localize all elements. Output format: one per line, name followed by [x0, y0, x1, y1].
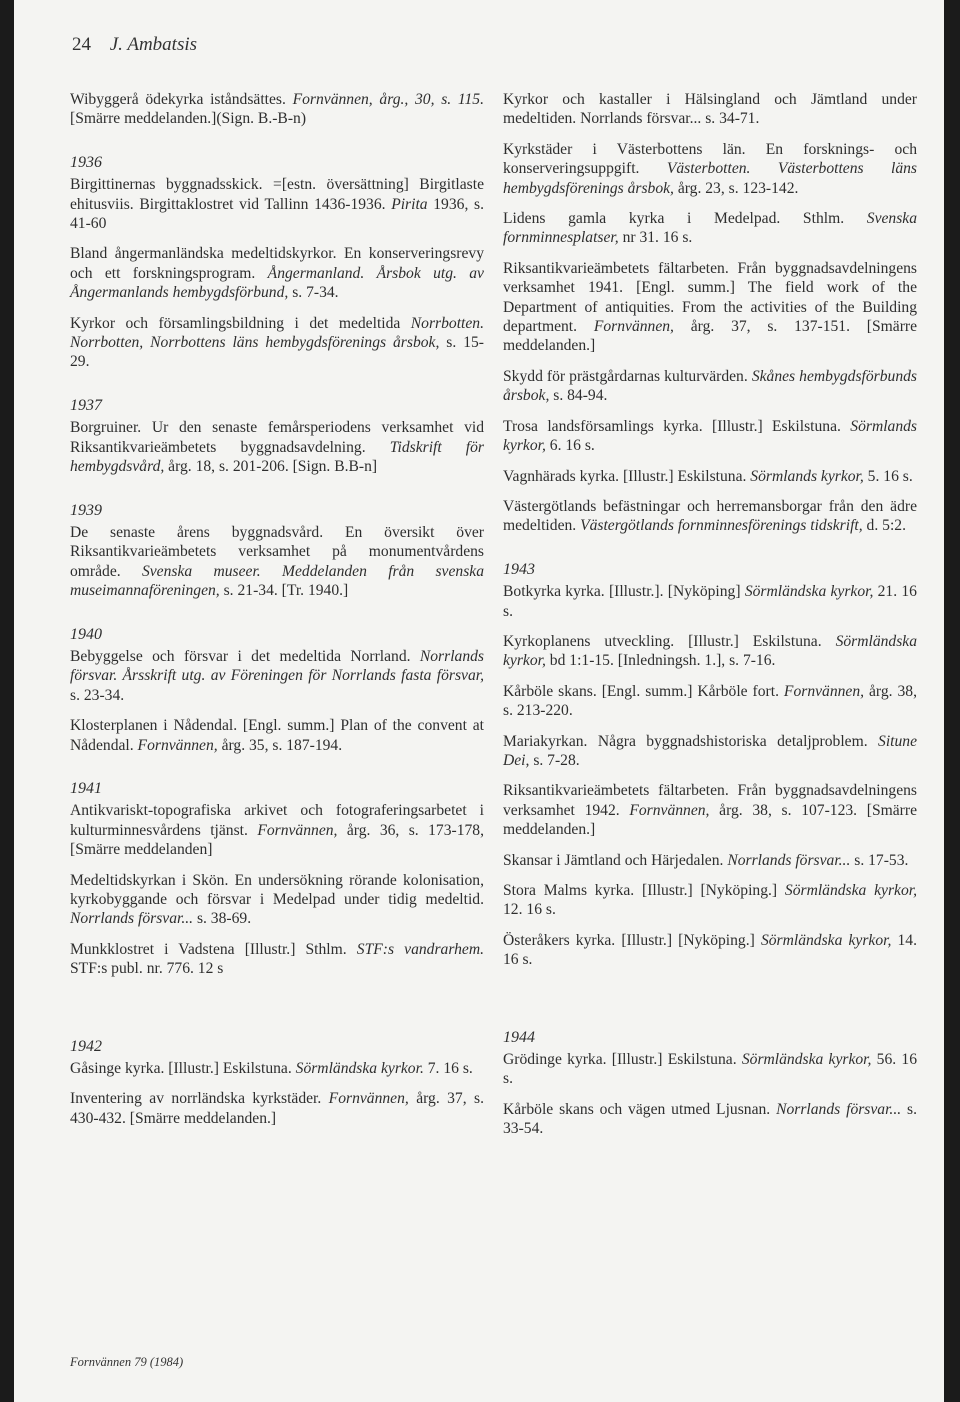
bibliography-entry — [503, 140, 917, 198]
year-heading: 1943 — [503, 560, 535, 578]
entry-text: Riksantikvarieämbetets fältarbeten. Från byggnadsavdelningens verksamhet 1941. [Engl. summ.] The field work of the Department of antiquities. From the activities of the Building department. — [503, 259, 917, 336]
entry-text: Medeltidskyrkan i Skön. En undersökning rörande kolonisation, kyrkobyggande och försvar i Medelpad under tidig medeltid. — [70, 871, 484, 908]
entry-details: 7. 16 s. — [423, 1060, 473, 1078]
entry-source: Ångermanland. Årsbok utg. av Ångermanlands hembygdsförbund, — [70, 264, 484, 302]
bibliography-entry — [70, 1089, 484, 1128]
bibliography-entry — [70, 90, 484, 129]
entry-details: 6. 16 s. — [545, 437, 595, 455]
bibliography-entry — [503, 582, 917, 621]
entry-source: Fornvännen, — [137, 736, 218, 754]
entry-text: Kårböle skans och vägen utmed Ljusnan. — [503, 1100, 777, 1118]
entry-text: Kyrkor och församlingsbildning i det medeltida — [70, 314, 411, 332]
entry-details: STF:s publ. nr. 776. 12 s — [70, 960, 224, 978]
entry-source: Västerbotten. Västerbottens läns hembygdsförenings årsbok, — [503, 160, 918, 197]
entry-text: Västergötlands befästningar och herremansborgar från den ädre medeltiden. — [503, 497, 917, 535]
bibliography-entry — [503, 367, 917, 406]
entry-source: Fornvännen, — [783, 682, 865, 700]
entry-source: Sörmlands kyrkor, — [503, 417, 917, 455]
bibliography-entry — [503, 417, 917, 456]
entry-text: Skydd för prästgårdarnas kulturvärden. — [503, 367, 752, 385]
entry-source: Situne Dei, — [503, 732, 917, 769]
entry-details: s. 17-53. — [850, 851, 909, 869]
entry-text: Vagnhärads kyrka. [Illustr.] Eskilstuna. — [503, 467, 751, 485]
entry-text: Wibyggerå ödekyrka iståndsättes. — [70, 91, 293, 108]
entry-source: Västergötlands fornminnesförenings tidskrift, — [580, 517, 863, 535]
entry-source: Sörmländska kyrkor, — [760, 931, 892, 949]
entry-source: Sörmländska kyrkor, — [784, 882, 917, 899]
entry-text: Birgittinernas byggnadsskick. =[estn. översättning] Birgitlaste ehitusviis. Birgittaklostret vid Tallinn 1436-1936. — [70, 176, 484, 213]
entry-source: Sörmländska kyrkor, — [741, 1051, 872, 1069]
entry-source: Svenska fornminnesplatser, — [503, 210, 917, 247]
entry-details: årg. 18, s. 201-206. [Sign. B.B-n] — [164, 458, 378, 476]
page-header — [72, 34, 197, 56]
entry-source: Sörmländska kyrkor. — [295, 1060, 424, 1078]
bibliography-entry — [503, 497, 917, 536]
entry-source: Fornvännen, — [593, 318, 674, 336]
running-head-author: J. Ambatsis — [109, 34, 198, 55]
year-heading: 1941 — [70, 779, 102, 797]
bibliography-entry — [70, 647, 484, 705]
entry-details: årg. 23, s. 123-142. — [673, 179, 799, 197]
entry-details: årg. 38, s. 213-220. — [503, 682, 917, 720]
year-heading: 1936 — [70, 153, 102, 171]
bibliography-entry — [70, 175, 484, 233]
entry-details: 12. 16 s. — [503, 901, 556, 919]
entry-details: s. 21-34. [Tr. 1940.] — [219, 582, 349, 600]
year-heading: 1940 — [70, 625, 102, 643]
entry-source: Norrlands försvar. Årsskrift utg. av Föreningen för Norrlands fasta försvar, — [70, 647, 484, 685]
entry-source: Norrlands försvar... — [70, 910, 194, 928]
entry-text: Bland ångermanländska medeltidskyrkor. En konserveringsrevy och ett forskningsprogram. — [70, 245, 484, 282]
entry-source: Sörmlands kyrkor, — [750, 467, 864, 485]
entry-text: Munkklostret i Vadstena [Illustr.] Sthlm. — [70, 940, 357, 958]
entry-details: d. 5:2. — [862, 517, 906, 535]
entry-text: Riksantikvarieämbetets fältarbeten. Från byggnadsavdelningens verksamhet 1942. — [503, 782, 917, 819]
bibliography-entry — [70, 1059, 484, 1078]
entry-text: Botkyrka kyrka. [Illustr.]. [Nyköping] — [503, 583, 745, 601]
entry-text: Antikvariskt-topografiska arkivet och fotograferingsarbetet i kulturminnesvårdens tjänst. — [70, 802, 484, 839]
entry-details: s. 7-28. — [529, 751, 580, 769]
entry-text: Mariakyrkan. Några byggnadshistoriska detaljproblem. — [503, 732, 879, 750]
entry-details: 14. 16 s. — [503, 931, 917, 969]
entry-details: s. 7-34. — [288, 284, 339, 302]
entry-text: Kyrkoplanens utveckling. [Illustr.] Eskilstuna. — [503, 632, 836, 650]
entry-details: s. 33-54. — [503, 1100, 917, 1138]
entry-details: s. 84-94. — [549, 387, 608, 405]
page-number: 24 — [72, 34, 91, 55]
entry-source: Svenska museer. Meddelanden från svenska museimannaföreningen, — [70, 562, 484, 600]
entry-source: Pirita — [391, 195, 428, 213]
page-footer: Fornvännen 79 (1984) — [70, 1355, 184, 1369]
entry-text: Lidens gamla kyrka i Medelpad. Sthlm. — [503, 210, 867, 228]
bibliography-entry — [70, 801, 484, 859]
entry-details: 5. 16 s. — [863, 467, 913, 485]
entry-source: Tidskrift för hembygdsvård, — [70, 438, 485, 476]
bibliography-entry — [503, 682, 917, 721]
year-heading: 1944 — [503, 1028, 535, 1046]
entry-text: Skansar i Jämtland och Härjedalen. — [503, 851, 728, 869]
bibliography-entry — [503, 1050, 917, 1089]
entry-source: Fornvännen, — [328, 1090, 409, 1108]
document-page — [14, 0, 944, 1402]
entry-details: årg. 37, s. 430-432. [Smärre meddelanden.] — [70, 1090, 484, 1127]
bibliography-entry — [503, 851, 917, 870]
bibliography-entry — [503, 90, 917, 129]
entry-details: 21. 16 s. — [503, 583, 917, 620]
entry-text: De senaste årens byggnadsvård. En översikt över Riksantikvarieämbetets verksamhet på monumentvårdens område. — [70, 523, 484, 580]
bibliography-entry — [503, 209, 917, 248]
year-heading: 1939 — [70, 501, 102, 519]
entry-source: Norrlands försvar... — [727, 851, 851, 869]
entry-source: Fornvännen, — [257, 821, 338, 839]
bibliography-entry — [503, 632, 917, 671]
bibliography-entry — [503, 259, 917, 356]
entry-source: Fornvännen, årg., 30, s. 115. — [292, 91, 485, 108]
entry-details: nr 31. 16 s. — [618, 229, 693, 247]
entry-source: Skånes hembygdsförbunds årsbok, — [503, 367, 917, 405]
entry-source: STF:s vandrarhem. — [356, 940, 484, 958]
entry-text: Trosa landsförsamlings kyrka. [Illustr.] Eskilstuna. — [503, 417, 851, 435]
left-column — [70, 90, 484, 1139]
entry-text: Klosterplanen i Nådendal. [Engl. summ.] Plan of the convent at Nådendal. — [70, 717, 484, 754]
entry-text: Kyrkstäder i Västerbottens län. En forsknings- och konserveringsuppgift. — [503, 140, 917, 178]
entry-text: Österåkers kyrka. [Illustr.] [Nyköping.] — [503, 931, 761, 949]
entry-details: s. 38-69. — [193, 910, 252, 928]
entry-details: s. 15-29. — [70, 334, 484, 371]
year-heading: 1937 — [70, 396, 102, 414]
bibliography-entry — [70, 523, 484, 601]
right-column — [503, 90, 917, 1150]
entry-details: s. 23-34. — [70, 686, 125, 704]
entry-details: [Smärre meddelanden.](Sign. B.-B-n) — [70, 110, 307, 128]
bibliography-entry — [503, 732, 917, 771]
entry-details: 56. 16 s. — [503, 1051, 918, 1088]
entry-source: Fornvännen, — [629, 801, 710, 819]
year-heading: 1942 — [70, 1037, 102, 1055]
entry-details: årg. 36, s. 173-178, [Smärre meddelanden] — [70, 821, 484, 859]
entry-source: Norrbotten. Norrbotten, Norrbottens läns hembygdsförenings årsbok, — [70, 314, 484, 352]
entry-details: årg. 38, s. 107-123. [Smärre meddelanden.] — [503, 801, 917, 839]
entry-source: Norrlands försvar... — [776, 1100, 902, 1118]
entry-text: Stora Malms kyrka. [Illustr.] [Nyköping.] — [503, 882, 785, 899]
entry-details: årg. 35, s. 187-194. — [217, 736, 343, 754]
bibliography-entry — [70, 244, 484, 302]
bibliography-entry — [70, 940, 484, 979]
entry-source: Sörmländska kyrkor, — [503, 632, 917, 670]
bibliography-entry — [70, 418, 484, 476]
entry-text: Gåsinge kyrka. [Illustr.] Eskilstuna. — [70, 1060, 296, 1078]
entry-text: Kyrkor och kastaller i Hälsingland och Jämtland under medeltiden. Norrlands försvar... s. 34-71. — [503, 91, 917, 128]
bibliography-entry — [503, 931, 917, 970]
bibliography-entry — [503, 467, 917, 486]
entry-details: årg. 37, s. 137-151. [Smärre meddelanden.] — [503, 318, 917, 355]
bibliography-entry — [70, 314, 484, 372]
entry-details: bd 1:1-15. [Inledningsh. 1.], s. 7-16. — [545, 652, 776, 670]
bibliography-entry — [503, 881, 917, 920]
entry-text: Grödinge kyrka. [Illustr.] Eskilstuna. — [503, 1051, 742, 1069]
entry-text: Kårböle skans. [Engl. summ.] Kårböle fort. — [503, 682, 784, 700]
bibliography-entry — [70, 871, 484, 929]
bibliography-entry — [503, 1100, 917, 1139]
entry-source: Sörmländska kyrkor, — [744, 583, 874, 601]
entry-details: 1936, s. 41-60 — [70, 195, 484, 233]
entry-text: Bebyggelse och försvar i det medeltida Norrland. — [70, 647, 420, 665]
bibliography-entry — [503, 781, 917, 839]
entry-text: Inventering av norrländska kyrkstäder. — [70, 1090, 329, 1108]
bibliography-entry — [70, 716, 484, 755]
entry-text: Borgruiner. Ur den senaste femårsperiodens verksamhet vid Riksantikvarieämbetets byggnadsavdelning. — [70, 419, 484, 456]
